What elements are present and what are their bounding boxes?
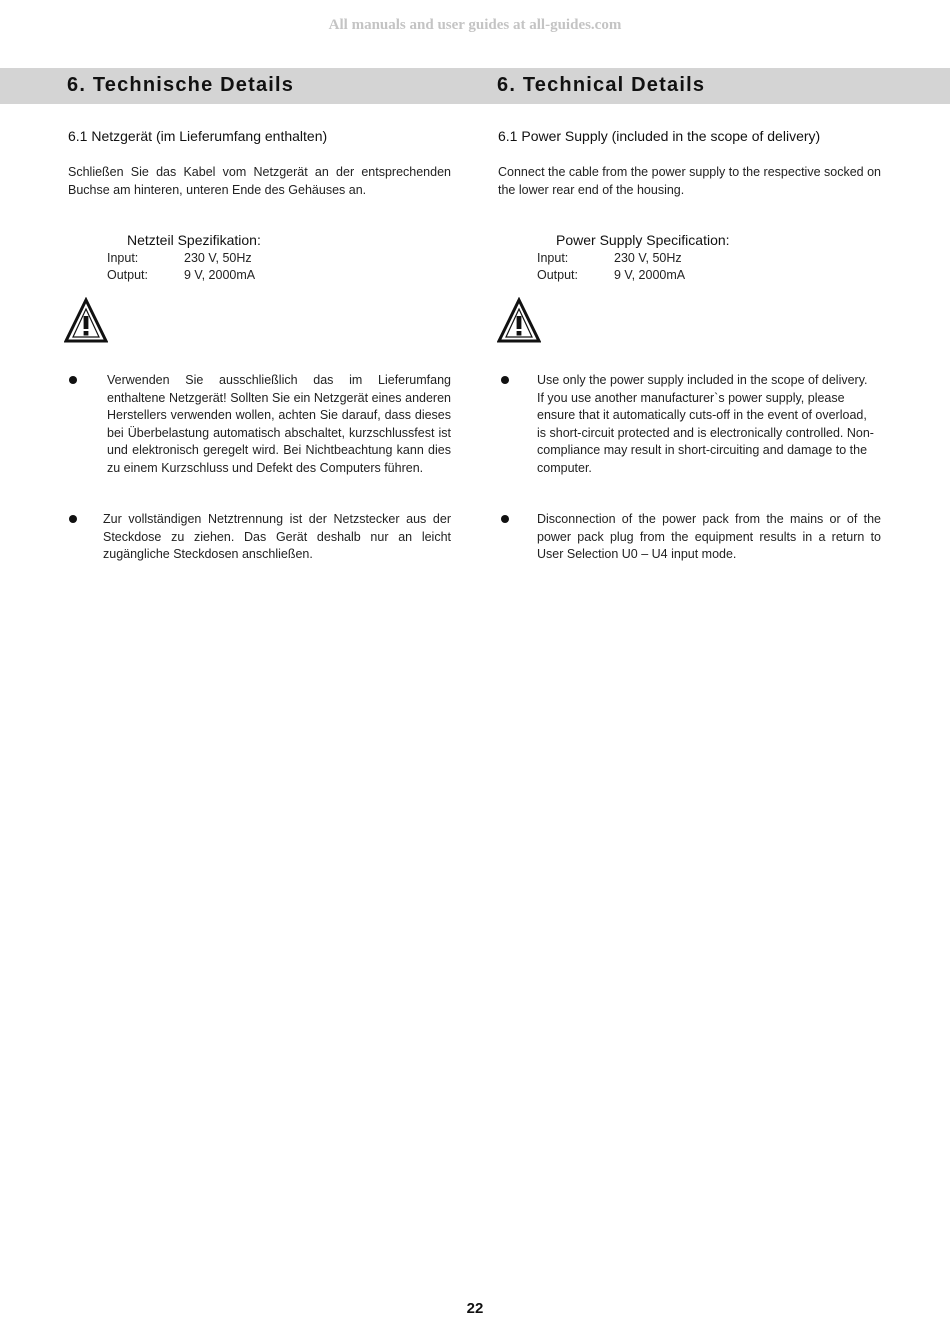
warning-triangle-icon	[64, 297, 108, 345]
spec-input-value: 230 V, 50Hz	[184, 251, 252, 265]
section-title-german: 6. Technische Details	[67, 74, 295, 96]
subsection-title-english: 6.1 Power Supply (included in the scope of delivery)	[498, 128, 821, 144]
page-number: 22	[466, 1300, 484, 1317]
bullet-text-english-1: Use only the power supply included in the scope of delivery. If you use another manufacturer`s power supply, please ensure that it automatically cuts-off in the event of overload, is short-circuit protected and is electronically controlled. Non-compliance may result in short-circuiting and damage to the computer.	[537, 373, 874, 475]
spec-output-value: 9 V, 2000mA	[184, 268, 256, 282]
bullet-text-german-1: Verwenden Sie ausschließlich das im Lieferumfang enthaltene Netzgerät! Sollten Sie ein Netzgerät eines anderen Herstellers verwenden wollen, achten Sie darauf, dass dieses bei Überbelastung automatisch abschaltet, kurzschlussfest ist und elektronisch geregelt wird. Bei Nichtbeachtung kann dies zu einem Kurzschluss und Defekt des Computers führen.	[107, 373, 451, 475]
warning-triangle-icon	[497, 297, 541, 345]
spec-heading-german: Netzteil Spezifikation:	[127, 232, 261, 248]
intro-text-german: Schließen Sie das Kabel vom Netzgerät an der entsprechenden Buchse am hinteren, unteren Ende des Gehäuses an.	[68, 165, 451, 197]
bullet-text-german-2: Zur vollständigen Netztrennung ist der Netzstecker aus der Steckdose zu ziehen. Das Gerät deshalb nur an leicht zugängliche Steckdosen anschließen.	[103, 512, 451, 561]
bullet-marker	[501, 376, 509, 384]
intro-text-english: Connect the cable from the power supply to the respective socked on the lower rear end of the housing.	[498, 165, 881, 197]
spec-output-value: 9 V, 2000mA	[614, 268, 686, 282]
bullet-marker	[501, 515, 509, 523]
section-title-english: 6. Technical Details	[497, 74, 706, 96]
bullet-text-english-2: Disconnection of the power pack from the mains or of the power pack plug from the equipment results in a return to User Selection U0 – U4 input mode.	[537, 512, 881, 561]
spec-output-label: Output:	[107, 268, 148, 282]
spec-input-label: Input:	[537, 251, 569, 265]
bullet-marker	[69, 376, 77, 384]
watermark: All manuals and user guides at all-guides.com	[328, 17, 622, 33]
spec-input-label: Input:	[107, 251, 139, 265]
bullet-marker	[69, 515, 77, 523]
spec-heading-english: Power Supply Specification:	[556, 232, 730, 248]
spec-input-value: 230 V, 50Hz	[614, 251, 682, 265]
subsection-title-german: 6.1 Netzgerät (im Lieferumfang enthalten)	[68, 128, 328, 144]
spec-output-label: Output:	[537, 268, 578, 282]
